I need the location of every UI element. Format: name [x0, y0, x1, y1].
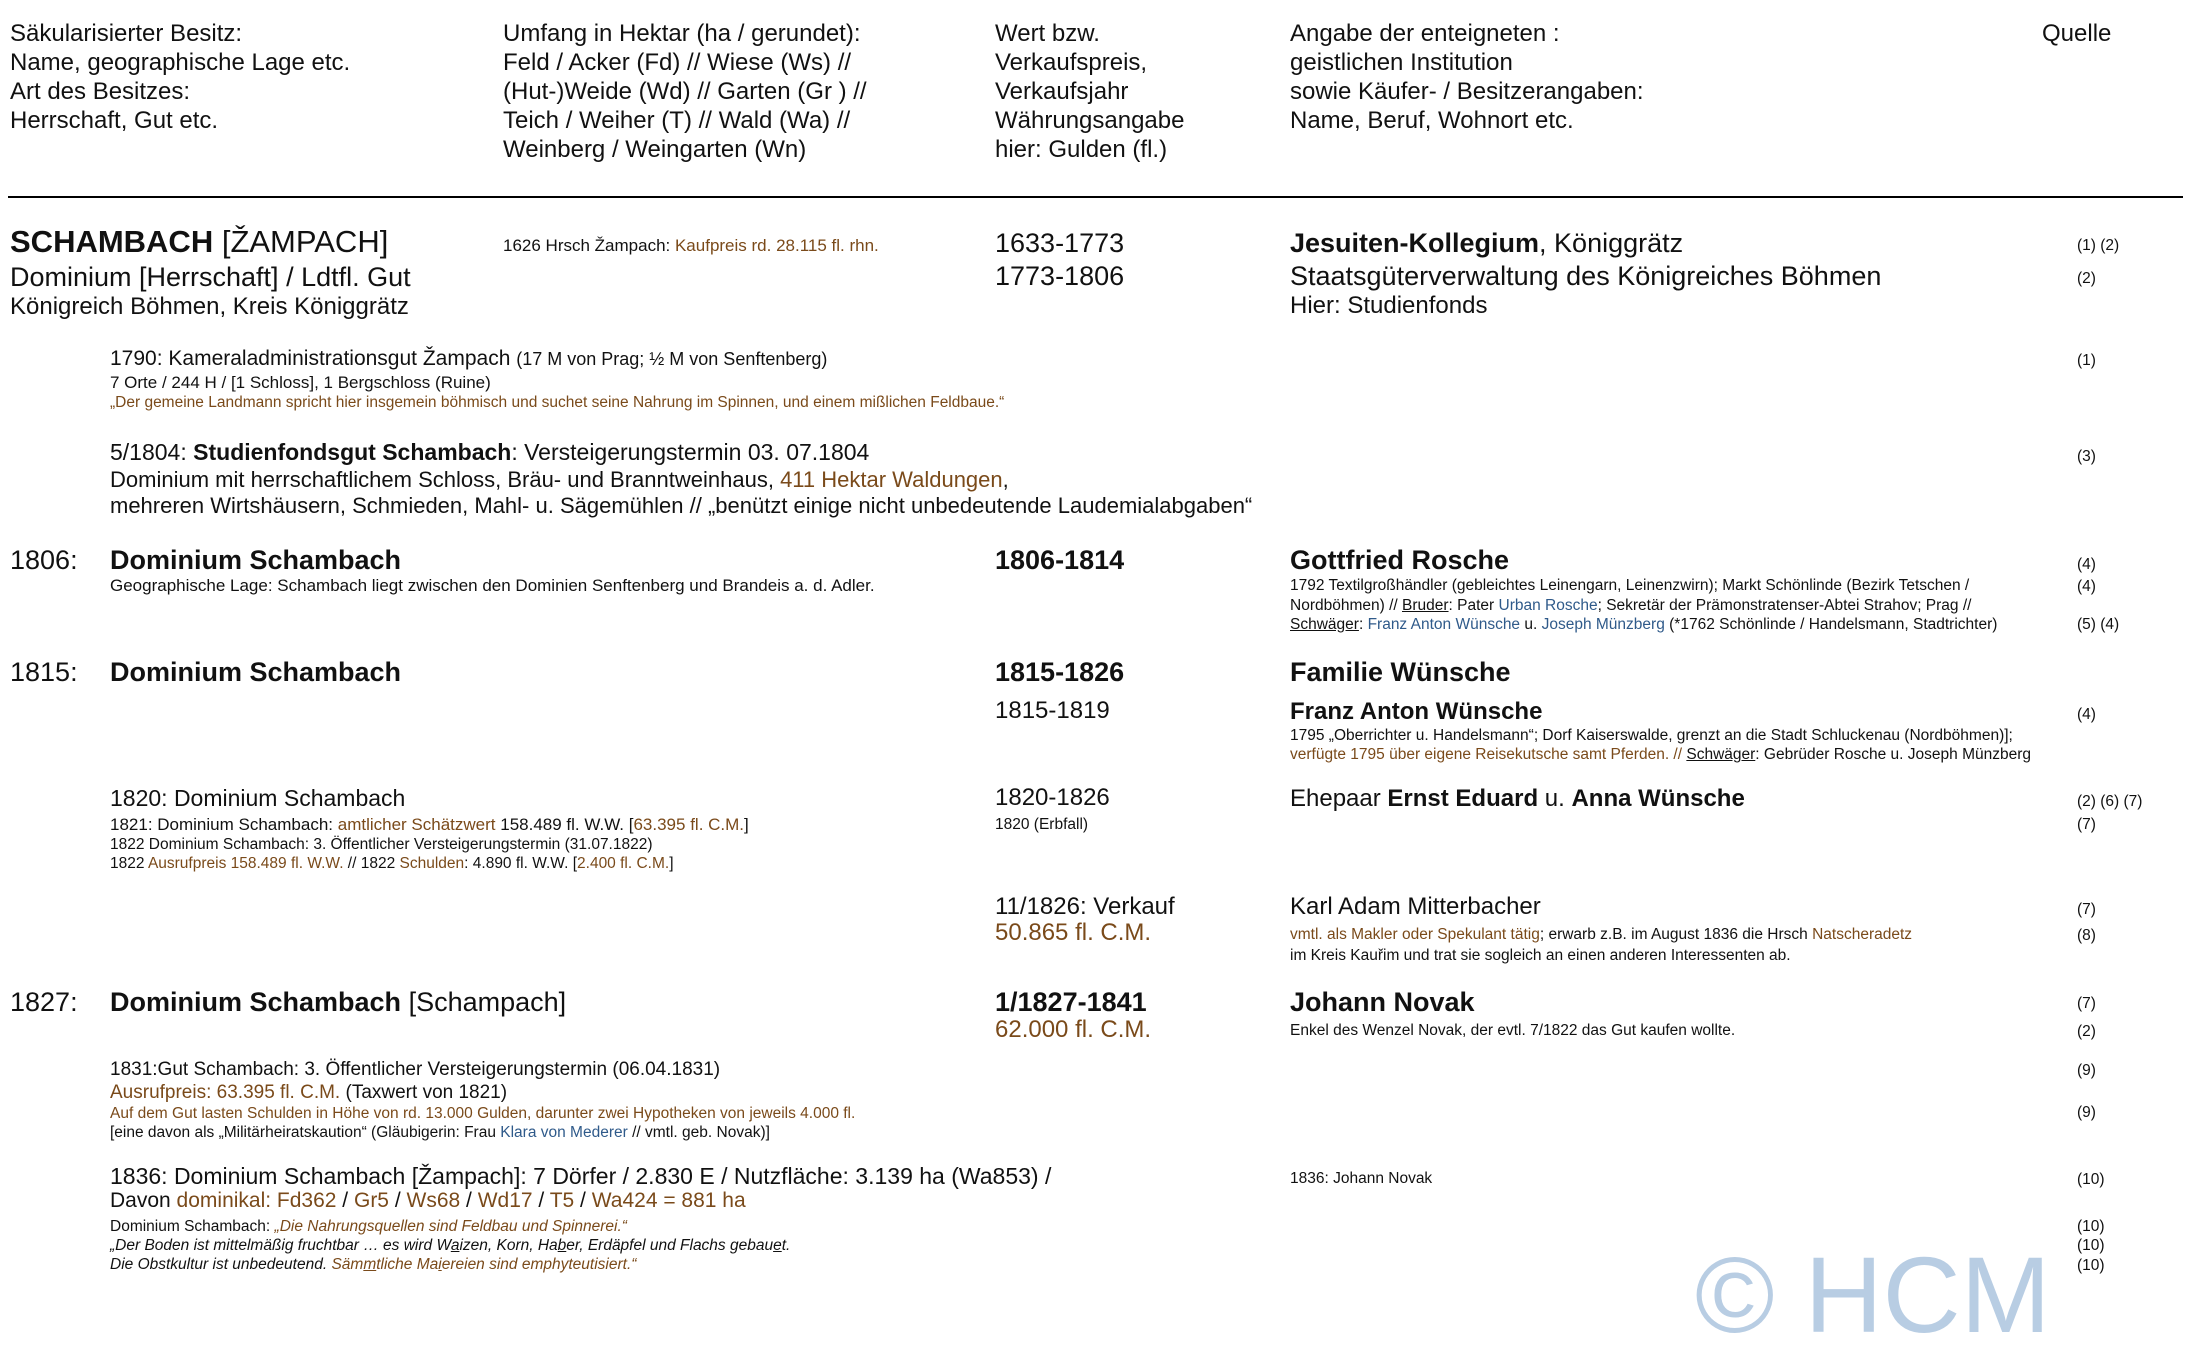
source-ref: (10): [2077, 1218, 2105, 1235]
dominium-1820: 1820: Dominium Schambach: [110, 785, 406, 811]
area-1626: 1626 Hrsch Žampach: Kaufpreis rd. 28.115 fl. rhn.: [503, 236, 879, 255]
inheritance-1820: 1820 (Erbfall): [995, 816, 1089, 833]
header-col-property: Säkularisierter Besitz: Name, geographische Lage etc. Art des Besitzes: Herrschaft, Gut etc.: [10, 20, 351, 134]
period-1773-1806: 1773-1806: [995, 261, 1125, 291]
mitterbacher-detail-2: im Kreis Kauřim und trat sie sogleich an einen anderen Interessenten ab.: [1290, 947, 1791, 964]
period-1820-1826: 1820-1826: [995, 784, 1110, 811]
entry-1831: 1831:Gut Schambach: 3. Öffentlicher Versteigerungstermin (06.04.1831): [110, 1059, 721, 1080]
sale-price-1826: 50.865 fl. C.M.: [995, 919, 1152, 946]
entry-1836-sources: Dominium Schambach: „Die Nahrungsquellen sind Feldbau und Spinnerei.“: [110, 1218, 627, 1235]
rosche-detail-3: Schwäger: Franz Anton Wünsche u. Joseph Münzberg (*1762 Schönlinde / Handelsmann, Stadtrichter): [1290, 616, 1998, 633]
header-divider: [8, 196, 2183, 198]
property-title: SCHAMBACH [ŽAMPACH]: [10, 224, 389, 259]
source-ref: (2): [2077, 270, 2096, 287]
source-ref: (10): [2077, 1171, 2105, 1188]
source-ref: (3): [2077, 448, 2096, 465]
year-1827: 1827:: [10, 987, 78, 1017]
source-ref: (10): [2077, 1237, 2105, 1254]
year-1815: 1815:: [10, 657, 78, 687]
source-ref: (9): [2077, 1062, 2096, 1079]
price-1827: 62.000 fl. C.M.: [995, 1016, 1152, 1043]
source-ref: (7): [2077, 995, 2096, 1012]
entry-1836: 1836: Dominium Schambach [Žampach]: 7 Dörfer / 2.830 E / Nutzfläche: 3.139 ha (Wa853) /: [110, 1163, 1052, 1189]
period-1815-1826: 1815-1826: [995, 657, 1125, 687]
entry-1836-areas: Davon dominikal: Fd362 / Gr5 / Ws68 / Wd17 / T5 / Wa424 = 881 ha: [110, 1189, 746, 1212]
source-ref: (1) (2): [2077, 237, 2120, 254]
mitterbacher-detail-1: vmtl. als Makler oder Spekulant tätig; erwarb z.B. im August 1836 die Hrsch Natscheradetz: [1290, 926, 1913, 943]
entry-1831-kaution: [eine davon als „Militärheiratskaution“ (Gläubigerin: Frau Klara von Mederer // vmtl. geb. Novak)]: [110, 1124, 770, 1141]
source-ref: (4): [2077, 556, 2096, 573]
owner-jesuits: Jesuiten-Kollegium, Königgrätz: [1290, 228, 1684, 258]
period-1827-1841: 1/1827-1841: [995, 987, 1147, 1017]
dominium-1815: Dominium Schambach: [110, 657, 402, 687]
entry-1804-line2: Dominium mit herrschaftlichem Schloss, Bräu- und Branntweinhaus, 411 Hektar Waldungen,: [110, 467, 1009, 492]
header-col-owner: Angabe der enteigneten : geistlichen Institution sowie Käufer- / Besitzerangaben: Name, Beruf, Wohnort etc.: [1290, 20, 1644, 134]
entry-1822-auction: 1822 Dominium Schambach: 3. Öffentlicher Versteigerungstermin (31.07.1822): [110, 836, 653, 853]
property-location: Königreich Böhmen, Kreis Königgrätz: [10, 293, 409, 320]
period-1806-1814: 1806-1814: [995, 545, 1125, 575]
source-ref: (4): [2077, 578, 2096, 595]
header-col-area: Umfang in Hektar (ha / gerundet): Feld / Acker (Fd) // Wiese (Ws) // (Hut-)Weide (Wd) // Garten (Gr ) // Teich / Weiher (T) // Wald (Wa) // Weinberg / Weingarten (Wn): [503, 20, 867, 163]
wuensche-detail-2: verfügte 1795 über eigene Reisekutsche samt Pferden. // Schwäger: Gebrüder Rosche u. Joseph Münzberg: [1290, 746, 2032, 763]
entry-1831-debts: Auf dem Gut lasten Schulden in Höhe von rd. 13.000 Gulden, darunter zwei Hypotheken von jeweils 4.000 fl.: [110, 1105, 856, 1122]
period-1815-1819: 1815-1819: [995, 697, 1110, 724]
header-col-value: Wert bzw. Verkaufspreis, Verkaufsjahr Währungsangabe hier: Gulden (fl.): [995, 20, 1185, 163]
owner-study-fund: Hier: Studienfonds: [1290, 292, 1488, 319]
owner-state-admin: Staatsgüterverwaltung des Königreiches Böhmen: [1290, 261, 1882, 291]
rosche-detail-2: Nordböhmen) // Bruder: Pater Urban Rosche; Sekretär der Prämonstratenser-Abtei Strahov; Prag //: [1290, 597, 1972, 614]
year-1806: 1806:: [10, 545, 78, 575]
source-ref: (2): [2077, 1023, 2096, 1040]
source-ref: (4): [2077, 706, 2096, 723]
entry-1790-quote: „Der gemeine Landmann spricht hier insgemein böhmisch und suchet seine Nahrung im Spinnen, und einem mißlichen Feldbaue.“: [110, 394, 1005, 411]
dominium-1806: Dominium Schambach: [110, 545, 402, 575]
wuensche-detail-1: 1795 „Oberrichter u. Handelsmann“; Dorf Kaiserswalde, grenzt an die Stadt Schluckenau (Nordböhmen)];: [1290, 727, 2013, 744]
sale-1826: 11/1826: Verkauf: [995, 893, 1175, 920]
novak-detail: Enkel des Wenzel Novak, der evtl. 7/1822 das Gut kaufen wollte.: [1290, 1022, 1736, 1039]
dominium-1827: Dominium Schambach [Schampach]: [110, 987, 567, 1017]
rosche-detail-1: 1792 Textilgroßhändler (gebleichtes Leinengarn, Leinenzwirn); Markt Schönlinde (Bezirk Tetschen /: [1290, 577, 1970, 594]
family-wuensche: Familie Wünsche: [1290, 657, 1511, 687]
owner-ernst-anna: Ehepaar Ernst Eduard u. Anna Wünsche: [1290, 785, 1745, 812]
entry-1804: 5/1804: Studienfondsgut Schambach: Versteigerungstermin 03. 07.1804: [110, 439, 870, 465]
entry-1822-price: 1822 Ausrufpreis 158.489 fl. W.W. // 1822 Schulden: 4.890 fl. W.W. [2.400 fl. C.M.]: [110, 855, 674, 872]
period-1633-1773: 1633-1773: [995, 228, 1125, 258]
entry-1804-line3: mehreren Wirtshäusern, Schmieden, Mahl- u. Sägemühlen // „benützt einige nicht unbedeutende Laudemialabgaben“: [110, 493, 1253, 518]
entry-1790-detail: 7 Orte / 244 H / [1 Schloss], 1 Bergschloss (Ruine): [110, 373, 491, 392]
source-ref: (7): [2077, 816, 2096, 833]
entry-1836-fruit: Die Obstkultur ist unbedeutend. Sämmtliche Maiereien sind emphyteutisiert.“: [110, 1256, 637, 1273]
property-type: Dominium [Herrschaft] / Ldtfl. Gut: [10, 262, 411, 292]
source-ref: (2) (6) (7): [2077, 793, 2143, 810]
entry-1836-soil: „Der Boden ist mittelmäßig fruchtbar … es wird Waizen, Korn, Haber, Erdäpfel und Flachs gebauet.: [110, 1237, 791, 1254]
geo-location: Geographische Lage: Schambach liegt zwischen den Dominien Senftenberg und Brandeis a. d. Adler.: [110, 576, 875, 595]
copyright-watermark: © HCM: [1695, 1234, 2051, 1355]
source-ref: (5) (4): [2077, 616, 2120, 633]
entry-1821: 1821: Dominium Schambach: amtlicher Schätzwert 158.489 fl. W.W. [63.395 fl. C.M.]: [110, 815, 749, 834]
source-ref: (7): [2077, 901, 2096, 918]
entry-1831-price: Ausrufpreis: 63.395 fl. C.M. (Taxwert von 1821): [110, 1082, 508, 1103]
owner-franz-anton: Franz Anton Wünsche: [1290, 698, 1543, 725]
header-col-source: Quelle: [2042, 20, 2112, 47]
source-ref: (8): [2077, 927, 2096, 944]
source-ref: (9): [2077, 1104, 2096, 1121]
owner-rosche: Gottfried Rosche: [1290, 545, 1510, 575]
owner-1836: 1836: Johann Novak: [1290, 1170, 1433, 1187]
source-ref: (1): [2077, 352, 2096, 369]
entry-1790: 1790: Kameraladministrationsgut Žampach (17 M von Prag; ½ M von Senftenberg): [110, 347, 828, 370]
owner-mitterbacher: Karl Adam Mitterbacher: [1290, 893, 1541, 920]
source-ref: (10): [2077, 1257, 2105, 1274]
owner-novak: Johann Novak: [1290, 987, 1475, 1017]
